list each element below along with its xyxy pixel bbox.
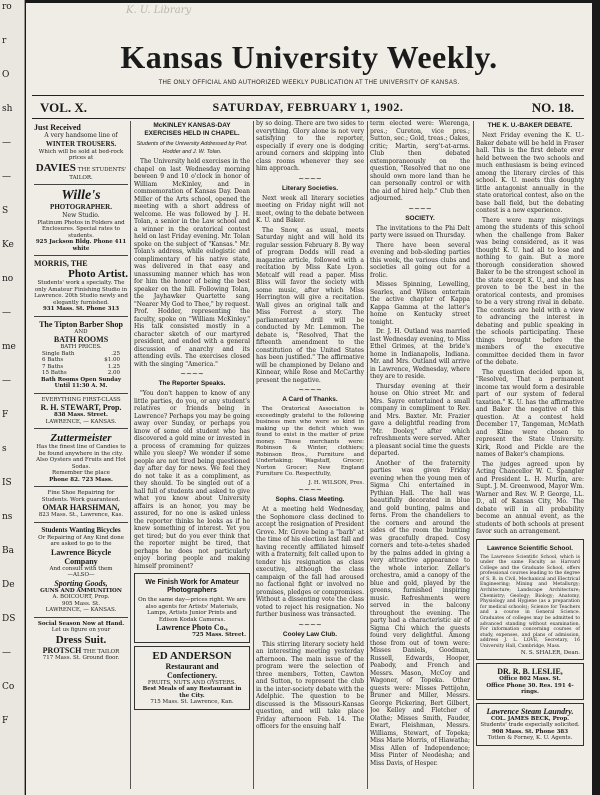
ad-text: Best Meals of any Restaurant in the City.	[142, 686, 242, 699]
ad-text: Students' work a specialty. The only Amateur Finishing Studio in Lawrence. 20th Studio newly and elegantly furnished.	[34, 280, 128, 306]
ad-text: 908 Mass. St. Phone 383	[491, 728, 569, 735]
article-paragraph: Next Friday evening the K. U.-Baker debate will be held in Fraser hall. This is the first debate ever held between the two schools and much enthusiasm is being evinced among the literary circles of this school. K. U. meets this doughty little antagonist annually in the state oratorical contest, also on the base ball field, but the debating contest is a new experience.	[476, 132, 584, 214]
library-stamp: K. U. Library	[126, 5, 192, 16]
ad-text: Let us figure on your	[51, 627, 111, 633]
ad-text: THE TAILOR	[83, 648, 120, 655]
ad-text: Which will be sold at bed-rock prices at	[38, 148, 124, 161]
article-paragraph: Next week all literary societies meeting on Friday night will not meet, owing to the debate between K. U. and Baker.	[256, 194, 364, 224]
edge-text-fragment: Ke	[2, 240, 14, 250]
ad-text: Fine Shoe Repairing for Students. Work guaranteed.	[41, 490, 121, 503]
column-divider	[367, 121, 368, 789]
ad-name: PROTSCH	[42, 645, 82, 655]
ad-text: Also Oysters and Fruits and Hot Sodas.	[36, 457, 126, 470]
ad-name: Confectionery.	[167, 670, 217, 680]
article-paragraph: Misses Spinning, Lewelling, Searles, and Wilson entertain the active chapter of Kappa Kappa Gamma at the latter's home on Kentucky street tonight.	[370, 281, 470, 326]
ad-text: And consult with them	[49, 565, 113, 572]
edge-text-fragment: F	[2, 410, 9, 420]
ad-heading: Just Received	[34, 123, 81, 132]
ad-text: LAWRENCE, — KANSAS.	[45, 418, 117, 425]
column-divider	[253, 121, 254, 789]
ad-text: FRUITS, NUTS AND OYSTERS.	[147, 679, 237, 686]
rule	[32, 118, 584, 119]
bath-rates-list	[34, 351, 128, 377]
ad-text: Platinum Photos in Folders and Enclosures. Special rates to students.	[37, 219, 125, 239]
ad-text: 838 Mass. Street.	[54, 412, 108, 418]
ad-laundry	[476, 703, 584, 746]
ad-text: A. BOICOURT, Prop.	[52, 594, 110, 600]
ad-text: Has the finest line of Candies to be found anywhere in the city.	[36, 444, 126, 457]
article-paragraph: This stirring literary society held an interesting meeting yesterday afternoon. The main issue of the program were the selection of three members, Totten, Cawton and Sutton, to represent the club in the inter-society debate with the Adelphic. The question to be discussed is the Missouri-Kansas question, and will take place Friday afternoon Feb. 14. The officers for the ensuing half	[256, 640, 364, 730]
rule	[32, 95, 584, 96]
ad-text: WINTER TROUSERS.	[45, 139, 117, 148]
ad-tipton	[34, 317, 128, 394]
edge-text-fragment: me	[2, 342, 16, 352]
rate-label: 7 Baths	[42, 363, 64, 370]
ad-text: Phone 82. 723 Mass.	[49, 476, 113, 483]
ad-name: The Tipton Barber Shop	[39, 319, 123, 329]
ad-text: New Studio.	[62, 212, 100, 219]
masthead-subtitle: THE ONLY OFFICIAL AND AUTHORIZED WEEKLY PUBLICATION AT THE UNIVERSITY OF KANSAS.	[158, 80, 460, 86]
edge-text-fragment: —	[2, 308, 11, 318]
ad-text: EVERYTHING FIRST-CLASS	[41, 396, 121, 403]
ad-text: Totten & Forney, K. U. Agents.	[487, 735, 573, 742]
ad-text: Office Phone 30. Res. 191 4-rings.	[486, 682, 574, 696]
ad-text: 925 Jackson Bldg. Phone 411 white	[35, 239, 127, 252]
ad-lawrence-photo	[134, 573, 250, 643]
article-paragraph: The judges agreed upon by Acting Chancellor W. C. Spangler and President L. H. Murlin, are: Supt. J. M. Greenwood, Mayor Wm. Warner and Rev. W. P. George, LL. D., all of Kansas City, Mo. The debate will in all probability become an annual event, as the students of both schools at present favor such an arrangement.	[476, 460, 584, 535]
ad-name: Students Wanting Bicycles	[41, 525, 121, 534]
article-paragraph: Another of the fraternity parties was given Friday evening when the young men of Sigma Chi entertained in Pythian Hall. The hall was beautifully decorated in blue and gold bunting, palms and ferns. From the chandeliers to the corners and around the sides of the room the bunting was gracefully draped. Cosy corners and tete-a-tetes shaded by the palms added in giving a very attractive appearance to the whole interior. Zellar's orchestra, amid a canopy of the blue and gold, played by the greens, furnished inspiring music. Refreshments were served in the balcony throughout the evening. The party had a characteristic air of Sigma Chi which the guests found very delightful. Among those from out of town were: Misses Daniels, Goodman, Russell, Edwards, Hooper, Peabody, and French and Messrs. Mason, McCoy and Wagoner, of Topeka. Other guests were: Misses Pettijohn, Bruner and Miller, Messrs. George Pickering, Bert Gilbert, Joe Kelley and Fletcher of Olathe; Misses Smith, Fauder, Ewart, Fleishman, Messrs. Williams, Stewart, of Topeka; Miss Marie Morris, of Hiawatha; Miss Allen of Independence; Miss Pinter of Neodesha; and Miss Davis, of Hesper.	[370, 459, 470, 767]
rate-price: 2.00	[107, 370, 120, 376]
ad-text: Remember the place	[52, 470, 110, 476]
rate-price: $1.00	[104, 357, 120, 363]
edge-text-fragment: Co	[2, 682, 15, 692]
ad-text: A very handsome line of	[44, 132, 118, 139]
ad-name: BATH ROOMS	[53, 335, 109, 344]
ad-text: Bath Rooms Open Sunday Until 11:30 A. M.	[40, 376, 122, 389]
rate-price: 1.25	[107, 363, 120, 370]
ad-text: 823 Mass. St., Lawrence, Kas.	[38, 512, 124, 518]
ad-heading: We Finish Work for Amateur Photographers	[145, 579, 239, 594]
edge-text-fragment: De	[2, 580, 15, 590]
article-headline: A Card of Thanks.	[282, 396, 338, 403]
edge-text-fragment: s	[2, 444, 7, 454]
edge-text-fragment: r	[2, 36, 7, 46]
date-bar	[32, 100, 584, 116]
edge-text-fragment: IS	[2, 478, 12, 488]
article-paragraph: Thursday evening at their house on Ohio street Mr. and Mrs. Sayre entertained a small company in compliment to Rev. and Mrs. Baxter. Mr. Frazier gave a delightful reading from "Mr. Dooley," after which refreshments were served. After a pleasant social time the guests departed.	[370, 382, 470, 457]
edge-text-fragment: no	[2, 274, 14, 284]
ad-text: Social Season Now at Hand.	[37, 620, 125, 627]
ad-heading: Lawrence Scientific School.	[487, 544, 573, 552]
edge-text-fragment: ro	[2, 2, 12, 12]
ad-text: 905 Mass. St.	[61, 600, 101, 607]
article-paragraph: There have been several evening and bob-sleding parties this week, the various clubs and societies all going out for a frolic.	[370, 241, 470, 279]
article-paragraph: The Oratorical Association is exceedingly grateful to the following business men who were so kind in making up the deficit which was found to exist in the matter of prize money. These merchants were: Robinson & Winter, clothiers; Robinson Bros., Furniture and Undertaking; Wagstaff, Grocer; Norton Grocer; New England Furniture Co. Respectfully,	[256, 406, 364, 477]
ad-text: Students' trade especially solicited.	[480, 722, 580, 729]
article-paragraph: The University held exercises in the chapel on last Wednesday morning beween 9 and 10 o'clock in honor of William McKinley, and in commemoration of Kansas Day. Dean Miller of the Arts school, opened the meeting with a short address of welcome. He was followed by J. H. Tolan, a senior in the Law school and a winner in the oratorical contest held on last Friday evening. Mr. Tolan spoke on the subject of "Kansas." Mr. Tolan's address, while eulogistic and complimentary of his native state, was delivered in that easy and unassuming manner which has won for him the honor of being the best speaker on the hill. Following Tolan, the Jayhawker Quartette sang "Nearer My God to Thee," by request. Prof. Hodder, representing the faculty, spoke on "William McKinley." His talk consisted mostly in a character sketch of our martyred president, and ended with a general discussion of anarchy and its attending evils. The exercises closed with the singing "America."	[134, 158, 250, 368]
column-divider	[130, 121, 131, 789]
ad-text: 725 Mass. Street.	[192, 632, 246, 638]
edge-text-fragment: F	[2, 716, 9, 726]
column-5	[476, 120, 584, 792]
signature: J. H. WILSON, Pres.	[308, 479, 364, 486]
article-headline: Cooley Law Club.	[282, 630, 338, 638]
adjacent-page-edge	[0, 0, 25, 795]
ad-text: Office 802 Mass. St.	[499, 676, 561, 683]
ad-name: Wille's	[61, 188, 101, 203]
ornament-divider: ~~~~	[298, 386, 322, 394]
ornament-divider: ~~~~	[298, 174, 322, 183]
ad-scientific-school	[476, 539, 584, 661]
newspaper-page	[26, 3, 592, 795]
ad-name: R. H. STEWART, Prop.	[40, 403, 122, 412]
ad-davies	[34, 120, 128, 185]
edge-text-fragment: ns	[2, 512, 13, 522]
ad-text: 931 Mass. St. Phone 313	[42, 306, 120, 312]
rate-label: Single Bath	[42, 350, 75, 357]
ad-name: DR. R. B. LESLIE,	[497, 667, 563, 677]
column-2	[134, 120, 250, 792]
article-headline: SOCIETY.	[405, 214, 435, 222]
ad-protsch	[34, 618, 128, 665]
article-headline: McKINLEY KANSAS-DAY EXERCISES HELD IN CHAPEL.	[144, 122, 240, 137]
edge-text-fragment: Ba	[2, 546, 14, 556]
ad-ed-anderson	[134, 646, 250, 710]
article-paragraph: "You don't happen to know of any little parties, do you, or any student's relatives or friends being in Lawrence? Perhaps you may be going away over Sunday, or perhaps you know of some old student who has discovered a gold mine or invested in a process of cramming for quizzes while you sleep? We wonder if some people are not tired being questioned day after day for news. We feel they do not take it as a compliment, as they should. To be singled out of a hall full of students and asked to give what you know about University affairs is an honor, you may be assured, for no one is asked unless the reporter thinks he looks as if he knew something of interest. Yet you get tired; but do you ever think that the reporter might be tired, that perhaps he does not particularly enjoy boring people and making himself prominent?	[134, 390, 250, 570]
ad-name: Zuttermeister	[50, 432, 112, 444]
volume-label: VOL. X.	[40, 100, 88, 115]
article-paragraph: term elected were: Wierenga, pres.; Cureton, vice pres.; Sutton, sec.; Gold, treas.; Oakes, critic; Martin, serg't-at-arms. Club then debated extemporaneously on the question, "Resolved that no one should own more land than he can personally control or with the aid of hired help." Club then adjourned.	[370, 120, 470, 202]
ad-name: OMAR HARSHMAN,	[42, 503, 120, 512]
ad-harshman	[34, 487, 128, 523]
article-paragraph: by so doing. There are two sides to everything. Glory alone is not very satisfying to the reporter, especially if every one is dodging around corners and skipping into class rooms whenever they see him approach.	[256, 120, 364, 172]
signature: N. S. SHALER, Dean.	[520, 649, 580, 656]
ad-text: On the same day—prices right. We are also agents for Artists' Materials, Lamps, Artists Junior Prints and Edison Kodak Cameras.	[138, 597, 246, 623]
ad-willes	[34, 185, 128, 256]
article-headline: Sophs. Class Meeting.	[275, 496, 345, 503]
edge-text-fragment: O	[2, 70, 10, 80]
ad-text: COL. JAMES BECK, Prop.	[490, 715, 570, 722]
issue-number: NO. 18.	[531, 100, 574, 115]
column-divider	[473, 121, 474, 789]
ad-text: PHOTOGRAPHER.	[50, 203, 112, 211]
ad-name: ED ANDERSON	[152, 649, 232, 662]
edge-text-fragment: —	[2, 138, 11, 148]
ad-text: GUNS AND AMMUNITION	[40, 587, 122, 594]
ad-text: —ALSO—	[67, 572, 95, 578]
column-3	[256, 120, 364, 792]
ad-name: DAVIES	[35, 161, 76, 174]
rate-label: 15 Baths	[42, 370, 67, 376]
ad-zuttermeister	[34, 429, 128, 487]
ornament-divider: ~~~~	[408, 204, 432, 213]
article-paragraph: The invitations to the Phi Delt party were issued on Thursday.	[370, 224, 470, 239]
ad-bicycle	[34, 523, 128, 618]
article-paragraph: There were many misgivings among the students of this school when the challenge from Baker was being considered, as it was thought K. U. had all to lose and nothing to gain. But a more thorough consideration showed Baker to be the strongest school in the state except K. U., and she has proven to be the best in the oratorical contests, and promises to be a very strong rival in debate. The contests are held with a view to advancing the interest in debating and public speaking in the schools participating. These things brought before the members of the executive committee decided them in favor of the debate.	[476, 216, 584, 366]
ad-text: THE STUDENTS' TAILOR.	[69, 166, 127, 181]
ornament-divider: ~~~~	[298, 486, 322, 494]
issue-date: SATURDAY, FEBRUARY 1, 1902.	[212, 100, 404, 114]
ad-text: LAWRENCE, — KANSAS.	[45, 607, 117, 613]
ornament-divider: ~~~~	[298, 620, 322, 629]
ad-morris	[34, 256, 128, 317]
ad-text: AND	[74, 328, 88, 335]
edge-text-fragment: —	[2, 172, 11, 182]
article-paragraph: The Snow, as usual, meets Saturday night and will hold its regular session February 8. By way of program Dodds will read a magazine article, followed with a recitation by Miss Kate Lyon. Metcalf will read a paper. Miss Bliss will favor the society with some music, after which Miss Herrington will give a recitation. Wall gives an original talk and Miss Forrest a story. The parliamentary drill will be conducted by Mr. Lemmon. The debate is, "Resolved, That the fifteenth amendment to the constitution of the United States has been justified." The affirmative will be championed by Delano and Kinnear, while Rose and McCarthy present the negative.	[256, 226, 364, 384]
ad-name: MORRIS, THE	[34, 259, 88, 268]
ad-text: 715 Mass. St. Lawrence, Kan.	[150, 699, 234, 705]
ad-stewart	[34, 394, 128, 430]
ad-leslie	[476, 663, 584, 700]
ad-name: Dress Suit.	[55, 633, 107, 646]
edge-text-fragment: —	[2, 648, 11, 658]
ad-text: The Lawrence Scientific School, which is under the same Faculty as Harvard College and the Graduate School, offers professional courses leading to the degree of S. B. in Civil, Mechanical and Electrical Engineering; Mining and Metallurgy; Architecture; Landscape Architecture; Chemistry; Geology; Biology; Anatomy, Physiology and Hygiene (as a preparation for medical schools); Science for Teachers and a course in General Science. Graduates of colleges may be admitted to advanced standing without examination. For information concerning courses of study, expenses, and plans of admission, address J. L. LOVE, Secretary, 16 University Hall, Cambridge, Mass.	[480, 554, 580, 649]
ad-text: 717 Mass. St. Ground floor.	[42, 655, 120, 661]
article-headline: THE K. U.-BAKER DEBATE.	[487, 122, 573, 129]
article-subhead: Students of the University Addressed by Prof. Hodder and J. W. Tolan.	[136, 141, 248, 155]
rate-price: .25	[111, 350, 120, 357]
ad-name: Photo Artist.	[68, 268, 128, 280]
edge-text-fragment: S	[2, 206, 9, 216]
ad-name: Lawrence Steam Laundry.	[486, 706, 574, 716]
ad-text: Sporting Goods,	[54, 578, 108, 588]
article-headline: Literary Societies.	[282, 184, 338, 192]
ad-name: Lawrence Photo Co.,	[156, 623, 228, 632]
article-paragraph: The question decided upon is, "Resolved, That a permanent income tax would form a desirable part of our system of federal taxation." K. U. has the affirmative and Baker the negative of this question. At a contest held December 17, Tangeman, McMath and Kline were chosen to represent the State University. Kirk, Rood and Pickle are the names of Baker's champions.	[476, 368, 584, 458]
edge-text-fragment: DS	[2, 614, 16, 624]
rate-label: 6 Baths	[42, 357, 64, 363]
ad-text: Or Repairing of Any Kind done are asked to go to the	[38, 534, 124, 547]
ornament-divider: ~~~~	[180, 370, 204, 378]
ad-name: Restaurant and	[165, 661, 219, 671]
ad-text: BATH PRICES.	[60, 344, 102, 350]
masthead-title: Kansas University Weekly.	[120, 39, 498, 75]
edge-text-fragment: —	[2, 376, 11, 386]
article-paragraph: Dr. J. H. Outland was married last Wednesday evening, to Miss Ethel Grimes, at the bride's home in Indianapolis, Indiana. Mr. and Mrs. Outland will arrive in Lawrence, Wednesday, where they are to reside.	[370, 328, 470, 380]
edge-text-fragment: sh	[2, 104, 13, 114]
article-headline: The Reporter Speaks.	[158, 380, 226, 387]
article-paragraph: At a meeting held Wednesday, the Sophomore class declined to accept the resignation of President Grove. Mr. Grove being a "barb" at the time of his election last fall and having recently affiliated himself with a fraternity, felt called upon to tender his resignation as class executive, although the class campaign of the fall had aroused no factional fight or involved no promises, pledges or compromises. Without a dissenting vote the class voted to reject his resignation. No further business was transacted.	[256, 506, 364, 618]
ad-name: Lawrence Bicycle Company	[50, 547, 112, 566]
column-1-ads	[34, 120, 128, 792]
column-4	[370, 120, 470, 792]
